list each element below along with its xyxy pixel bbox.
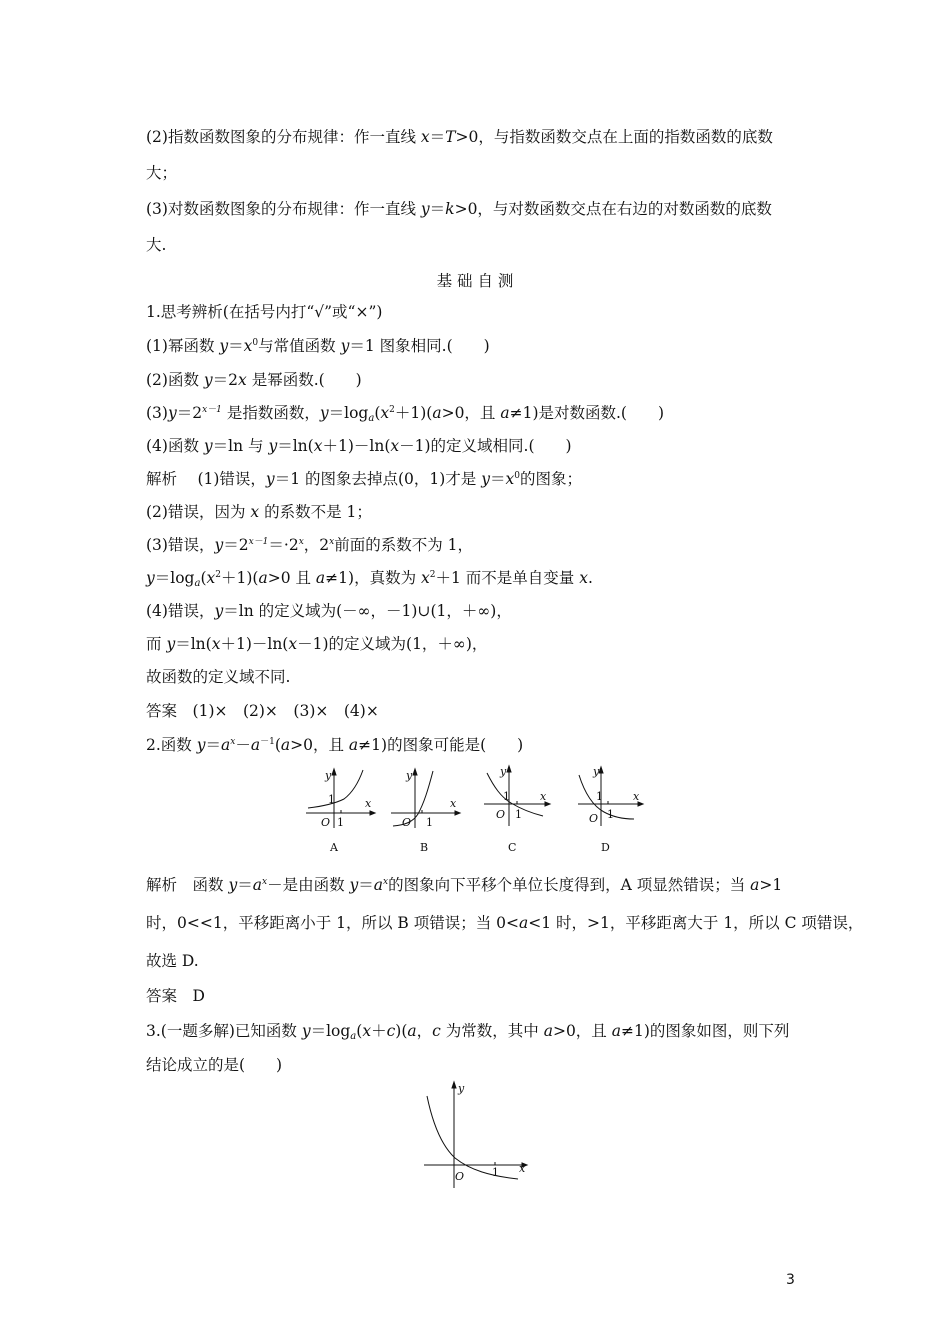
q3-line-1: 3.(一题多解)已知函数 $y=\log_a(x+c)(a$，c 为常数，其中 a>0，且 a≠1)的图象如图，则下列 xyxy=(146,1022,790,1042)
graph-b-y-label: y xyxy=(406,769,413,782)
q1-statement-1: (1)幂函数 $y=x^0$与常值函数 y＝1 图象相同.( ) xyxy=(146,337,490,355)
q3-graph-y-arrow xyxy=(452,1082,456,1088)
graph-a-x-arrow xyxy=(370,811,375,815)
page-number: 3 xyxy=(786,1272,795,1288)
graph-b-x-label: x xyxy=(450,797,457,810)
graph-a-one: 1 xyxy=(337,816,344,829)
graph-c-label: C xyxy=(508,841,517,854)
graph-d-y-one: 1 xyxy=(596,790,603,803)
q3-graph-one: 1 xyxy=(492,1166,499,1179)
graph-d-x-label: x xyxy=(633,790,640,803)
q3-graph-origin: O xyxy=(455,1170,465,1183)
q2-analysis-1: 解析 函数 $y=a^x-$是由函数 $y=a^x$的图象向下平移个单位长度得到，A 项显然错误；当 a>1 xyxy=(146,876,783,894)
q1-analysis-3: (3)错误，$y=2^{x-1}=\cdot 2^x$，2$^x$前面的系数不为 1， xyxy=(146,536,474,554)
q1-analysis-3b: $y=\log_a(x^2+1)(a>0$ 且 a≠1)，真数为 $x^2+1$ 而不是单自变量 x. xyxy=(146,569,593,589)
graph-c-y-one: 1 xyxy=(503,790,510,803)
graph-a-label: A xyxy=(330,841,338,854)
q1-statement-3: $(3)y=2^{x-1}$ 是指数函数，$y=\log_a(x^2+1)(a>0$，且 a≠1)是对数函数.( ) xyxy=(146,404,665,424)
graph-b-y-arrow xyxy=(413,769,417,775)
q3-line-2: 结论成立的是( ) xyxy=(146,1056,283,1074)
graph-d-y-label: y xyxy=(593,765,600,778)
q3-graph xyxy=(424,1082,527,1188)
q1-analysis-4b: 而 y＝ln(x＋1)－ln(x－1)的定义域为(1，＋∞)， xyxy=(146,635,488,653)
graph-c-y-arrow xyxy=(507,766,511,772)
q2-analysis-2: 时，0<<1，平移距离小于 1，所以 B 项错误；当 0<a<1 时，>1，平移距离大于 1，所以 C 项错误， xyxy=(146,914,864,932)
graph-b-label: B xyxy=(420,841,429,854)
graph-b-origin: O xyxy=(402,816,412,829)
graph-d-origin: O xyxy=(589,812,599,825)
graph-a-curve xyxy=(308,770,363,808)
graph-b-x-arrow xyxy=(455,811,460,815)
q1-analysis-1: 解析 (1)错误，y＝1 的图象去掉点(0，1)才是 $y=x^0$的图象； xyxy=(146,470,583,488)
graph-c-y-label: y xyxy=(500,765,507,778)
q1-analysis-4: (4)错误，y＝ln 的定义域为(－∞，－1)∪(1，＋∞)， xyxy=(146,602,512,620)
graph-a-origin: O xyxy=(321,816,331,829)
graph-d-y-arrow xyxy=(599,767,603,773)
graph-c-origin: O xyxy=(496,808,506,821)
section-title: 基 础 自 测 xyxy=(436,272,514,290)
q2-analysis-3: 故选 D. xyxy=(146,952,199,970)
graph-c-one: 1 xyxy=(515,808,522,821)
graph-a-y-one: 1 xyxy=(328,793,335,806)
rule-3-line-2: 大. xyxy=(146,236,167,254)
graph-c-x-label: x xyxy=(540,790,547,803)
q3-graph-y-label: y xyxy=(458,1082,465,1095)
rule-2-line-2: 大； xyxy=(146,164,178,182)
q3-graph-curve xyxy=(427,1096,518,1179)
rule-3-line-1: (3)对数函数图象的分布规律：作一直线 y＝k>0，与对数函数交点在右边的对数函数的底数 xyxy=(146,200,772,218)
q1-statement-2: (2)函数 y＝2x 是幂函数.( ) xyxy=(146,371,362,389)
graph-a-y-arrow xyxy=(332,769,336,775)
q1-analysis-4c: 故函数的定义域不同. xyxy=(146,668,291,686)
graph-a-x-label: x xyxy=(365,797,372,810)
q2-title: 2.函数 $y=a^x-a^{-1}(a>0$，且 a≠1)的图象可能是( ) xyxy=(146,736,524,754)
q1-title: 1.思考辨析(在括号内打“√”或“×”) xyxy=(146,303,383,321)
graph-d-one: 1 xyxy=(607,808,614,821)
q1-analysis-2: (2)错误，因为 x 的系数不是 1； xyxy=(146,503,372,521)
graph-a-y-label: y xyxy=(325,769,332,782)
q3-graph-x-label: x xyxy=(519,1162,526,1175)
rule-2-line-1: (2)指数函数图象的分布规律：作一直线 x＝T>0，与指数函数交点在上面的指数函数的底数 xyxy=(146,128,773,146)
graph-b-one: 1 xyxy=(426,816,433,829)
q2-answer: 答案 D xyxy=(146,987,205,1005)
q1-answer: 答案 (1)× (2)× (3)× (4)× xyxy=(146,702,379,720)
graph-d-label: D xyxy=(601,841,610,854)
q1-statement-4: (4)函数 y＝ln 与 y＝ln(x＋1)－ln(x－1)的定义域相同.( ) xyxy=(146,437,572,455)
